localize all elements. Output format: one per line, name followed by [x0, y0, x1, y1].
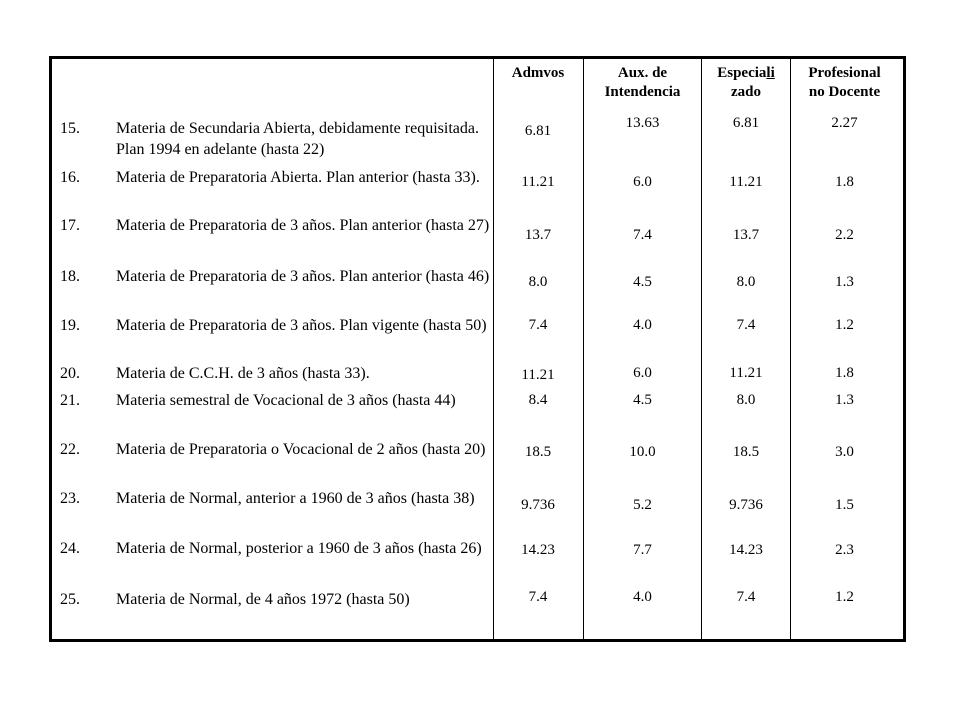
- cell-aux: 4.5: [633, 274, 652, 290]
- cell-profesional: 1.3: [835, 274, 854, 290]
- row-description: Materia de Secundaria Abierta, debidamente requisitada. Plan 1994 en adelante (hasta 22): [116, 120, 479, 158]
- header-prof-line1: Profesional: [808, 65, 881, 81]
- row-number: 25.: [60, 591, 80, 608]
- cell-especializado: 6.81: [732, 115, 760, 131]
- header-admvos: [494, 64, 582, 83]
- cell-admvos: 7.4: [528, 317, 548, 333]
- row-description: Materia de C.C.H. de 3 años (hasta 33).: [116, 365, 370, 382]
- cell-profesional: 2.3: [835, 542, 854, 558]
- cell-especializado: 18.5: [732, 444, 760, 460]
- cell-aux: 7.4: [633, 227, 652, 243]
- cell-admvos: 14.23: [521, 542, 555, 558]
- row-number: 22.: [60, 441, 80, 458]
- cell-admvos: 8.4: [528, 392, 548, 408]
- cell-profesional: 2.2: [835, 227, 854, 243]
- cell-especializado: 13.7: [732, 227, 760, 243]
- row-number: 17.: [60, 217, 80, 234]
- column-divider-aux: [583, 56, 584, 642]
- cell-especializado: 14.23: [729, 542, 763, 558]
- cell-especializado: 11.21: [729, 174, 763, 190]
- cell-aux: 7.7: [633, 542, 652, 558]
- cell-profesional: 2.27: [831, 115, 858, 131]
- row-description: Materia de Normal, anterior a 1960 de 3 años (hasta 38): [116, 490, 475, 507]
- row-number: 19.: [60, 317, 80, 334]
- cell-profesional: 1.2: [835, 317, 854, 333]
- cell-aux: 4.0: [633, 317, 652, 333]
- cell-especializado: 9.736: [729, 497, 763, 513]
- cell-profesional: 3.0: [835, 444, 854, 460]
- header-aux-intendencia: [585, 64, 700, 102]
- header-admvos-label: Admvos: [511, 65, 565, 81]
- header-esp-line1a: Especia: [717, 65, 767, 81]
- cell-especializado: 11.21: [729, 365, 763, 381]
- cell-especializado: 7.4: [736, 317, 756, 333]
- row-number: 21.: [60, 392, 80, 409]
- row-number: 15.: [60, 120, 80, 137]
- cell-admvos: 18.5: [524, 444, 552, 460]
- cell-profesional: 1.3: [835, 392, 854, 408]
- row-description: Materia de Normal, posterior a 1960 de 3 años (hasta 26): [116, 540, 482, 557]
- cell-aux: 10.0: [629, 444, 656, 460]
- row-number: 23.: [60, 490, 80, 507]
- cell-admvos: 8.0: [528, 274, 548, 290]
- row-description: Materia de Normal, de 4 años 1972 (hasta 50): [116, 591, 410, 608]
- header-profesional-no-docente: [792, 64, 897, 102]
- header-especializado: [703, 64, 789, 102]
- cell-admvos: 9.736: [521, 497, 555, 513]
- column-divider-profesional: [790, 56, 791, 642]
- cell-aux: 6.0: [633, 365, 652, 381]
- column-divider-especializado: [701, 56, 702, 642]
- cell-aux: 13.63: [625, 115, 660, 131]
- cell-profesional: 1.8: [835, 174, 854, 190]
- cell-especializado: 8.0: [736, 274, 756, 290]
- cell-admvos: 11.21: [521, 367, 555, 383]
- cell-aux: 4.0: [633, 589, 652, 605]
- row-description: Materia de Preparatoria de 3 años. Plan anterior (hasta 27): [116, 217, 490, 234]
- header-esp-line1b: li: [766, 65, 775, 81]
- cell-profesional: 1.8: [835, 365, 854, 381]
- header-esp-line2: zado: [731, 84, 761, 100]
- cell-aux: 6.0: [633, 174, 652, 190]
- row-description: Materia semestral de Vocacional de 3 años (hasta 44): [116, 392, 456, 409]
- row-number: 20.: [60, 365, 80, 382]
- row-number: 24.: [60, 540, 80, 557]
- cell-admvos: 6.81: [524, 123, 552, 139]
- header-prof-line2: no Docente: [808, 84, 881, 100]
- cell-profesional: 1.5: [835, 497, 854, 513]
- cell-aux: 4.5: [633, 392, 652, 408]
- row-number: 18.: [60, 268, 80, 285]
- row-description: Materia de Preparatoria Abierta. Plan anterior (hasta 33).: [116, 169, 480, 186]
- row-description: Materia de Preparatoria o Vocacional de 2 años (hasta 20): [116, 441, 486, 458]
- cell-profesional: 1.2: [835, 589, 854, 605]
- header-aux-line1: Aux. de: [617, 65, 668, 81]
- row-description: Materia de Preparatoria de 3 años. Plan vigente (hasta 50): [116, 317, 487, 334]
- cell-aux: 5.2: [633, 497, 652, 513]
- cell-admvos: 7.4: [528, 589, 548, 605]
- cell-admvos: 11.21: [521, 174, 555, 190]
- header-aux-line2: Intendencia: [604, 84, 681, 100]
- row-number: 16.: [60, 169, 80, 186]
- row-description: Materia de Preparatoria de 3 años. Plan anterior (hasta 46): [116, 268, 490, 285]
- cell-especializado: 7.4: [736, 589, 756, 605]
- cell-admvos: 13.7: [524, 227, 552, 243]
- cell-especializado: 8.0: [736, 392, 756, 408]
